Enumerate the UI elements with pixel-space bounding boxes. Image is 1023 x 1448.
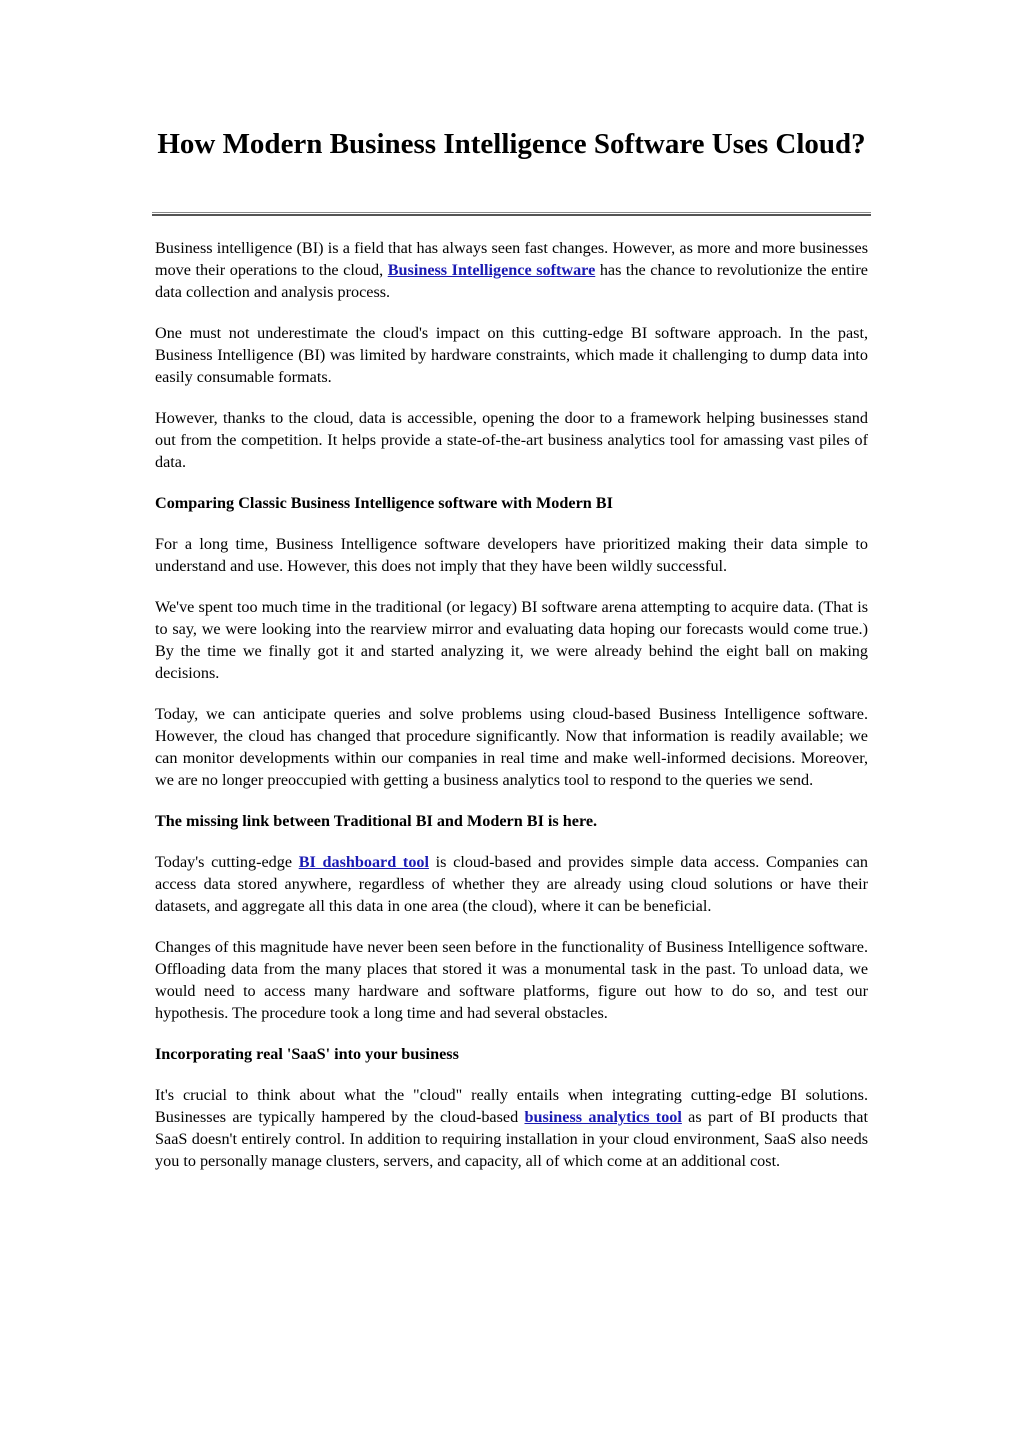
paragraph-5: We've spent too much time in the traditional (or legacy) BI software arena attempting to acquire data. (That is to say, we were looking into the rearview mirror and evaluating data hoping our forecasts would come true.) By the time we finally got it and started analyzing it, we were already behind the eight ball on making decisions.	[155, 598, 868, 682]
bi-dashboard-tool-link[interactable]: BI dashboard tool	[298, 853, 429, 871]
document-body	[155, 237, 868, 1191]
paragraph-2: One must not underestimate the cloud's impact on this cutting-edge BI software approach. In the past, Business Intelligence (BI) was limited by hardware constraints, which made it challenging to dump data into easily consumable formats.	[155, 324, 868, 386]
business-analytics-tool-link[interactable]: business analytics tool	[524, 1108, 682, 1126]
paragraph-1-text-end: has the chance to revolutionize the entire data collection and analysis process.	[155, 261, 868, 301]
paragraph-1-text-start: Business intelligence (BI) is a field that has always seen fast changes. However, as more and more businesses move their operations to the cloud,	[155, 239, 868, 279]
paragraph-9-text-end: as part of BI products that SaaS doesn't entirely control. In addition to requiring installation in your cloud environment, SaaS also needs you to personally manage clusters, servers, and capacity, all of which come at an additional cost.	[155, 1108, 868, 1170]
paragraph-7-text-start: Today's cutting-edge	[155, 853, 299, 871]
page-title: How Modern Business Intelligence Software Uses Cloud?	[157, 128, 866, 160]
paragraph-9-text-start: It's crucial to think about what the "cloud" really entails when integrating cutting-edge BI solutions. Businesses are typically hampered by the cloud-based	[155, 1086, 868, 1126]
paragraph-7	[155, 851, 868, 917]
section-heading-comparing: Comparing Classic Business Intelligence software with Modern BI	[155, 494, 613, 512]
paragraph-7-text-end: is cloud-based and provides simple data access. Companies can access data stored anywhere, regardless of whether they are already using cloud solutions or have their datasets, and aggregate all this data in one area (the cloud), where it can be beneficial.	[155, 853, 868, 915]
section-heading-missing-link: The missing link between Traditional BI and Modern BI is here.	[155, 812, 598, 830]
section-heading-saas: Incorporating real 'SaaS' into your business	[155, 1045, 459, 1063]
paragraph-9	[155, 1084, 868, 1172]
title-divider	[152, 212, 871, 216]
paragraph-6: Today, we can anticipate queries and solve problems using cloud-based Business Intelligence software. However, the cloud has changed that procedure significantly. Now that information is readily available; we can monitor developments within our companies in real time and make well-informed decisions. Moreover, we are no longer preoccupied with getting a business analytics tool to respond to the queries we send.	[155, 705, 868, 789]
business-intelligence-software-link[interactable]: Business Intelligence software	[387, 261, 596, 279]
paragraph-1	[155, 237, 868, 303]
paragraph-3: However, thanks to the cloud, data is accessible, opening the door to a framework helping businesses stand out from the competition. It helps provide a state-of-the-art business analytics tool for amassing vast piles of data.	[155, 409, 868, 471]
paragraph-8: Changes of this magnitude have never been seen before in the functionality of Business Intelligence software. Offloading data from the many places that stored it was a monumental task in the past. To unload data, we would need to access many hardware and software platforms, figure out how to do so, and test our hypothesis. The procedure took a long time and had several obstacles.	[155, 938, 868, 1022]
paragraph-4: For a long time, Business Intelligence software developers have prioritized making their data simple to understand and use. However, this does not imply that they have been wildly successful.	[155, 535, 868, 575]
